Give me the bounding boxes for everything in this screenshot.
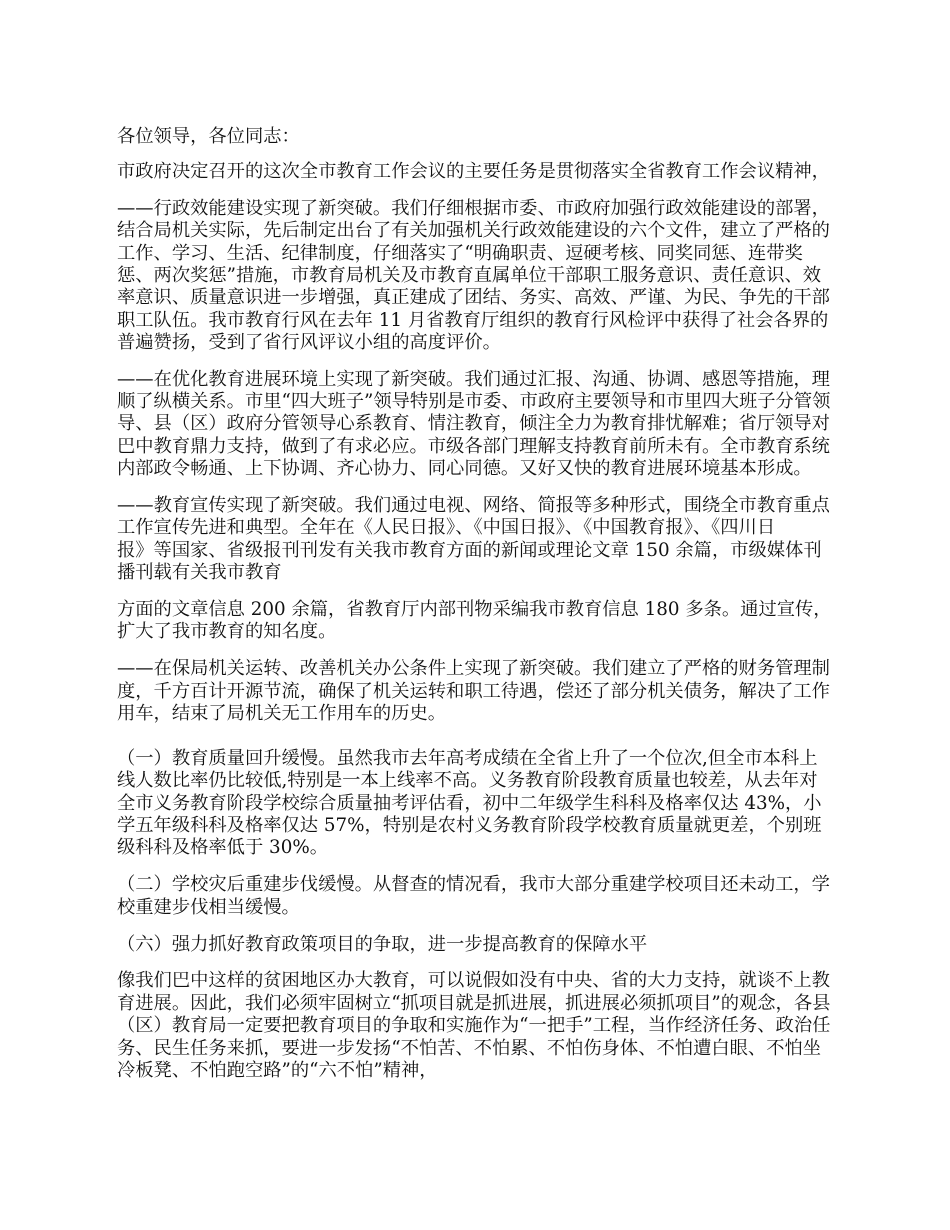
paragraph-line: 方面的文章信息 200 余篇，省教育厅内部刊物采编我市教育信息 180 多条。通过宣传， <box>117 598 832 620</box>
paragraph-line: 巴中教育鼎力支持，做到了有求必应。市级各部门理解支持教育前所未有。全市教育系统 <box>117 435 830 457</box>
publicity-continuation-paragraph <box>117 599 835 644</box>
paragraph-line: 全市义务教育阶段学校综合质量抽考评估看，初中二年级学生科科及格率仅达 43%，小 <box>117 792 822 814</box>
paragraph-line: 级科科及格率低于 30%。 <box>117 837 328 859</box>
paragraph-line: ——在保局机关运转、改善机关办公条件上实现了新突破。我们建立了严格的财务管理制 <box>117 658 830 680</box>
paragraph-line: 务、民生任务来抓，要进一步发扬“不怕苦、不怕累、不怕伤身体、不怕遭白眼、不怕坐 <box>117 1037 822 1059</box>
paragraph-line: 校重建步伐相当缓慢。 <box>117 896 300 918</box>
paragraph-line: （二）学校灾后重建步伐缓慢。从督查的情况看，我市大部分重建学校项目还未动工，学 <box>117 874 830 896</box>
paragraph-line: 冷板凳、不怕跑空路”的“六不怕”精神， <box>117 1059 438 1081</box>
paragraph-line: 播刊载有关我市教育 <box>117 562 282 584</box>
paragraph-line: 职工队伍。我市教育行风在去年 11 月省教育厅组织的教育行风检评中获得了社会各界的 <box>117 309 829 331</box>
paragraph-line: 工作、学习、生活、纪律制度，仔细落实了“明确职责、逗硬考核、同奖同惩、连带奖 <box>117 242 803 264</box>
policy-projects-paragraph <box>117 970 835 1082</box>
salutation <box>117 126 835 148</box>
paragraph-line: 用车，结束了局机关无工作用车的历史。 <box>117 702 447 724</box>
paragraph-line: （六）强力抓好教育政策项目的争取，进一步提高教育的保障水平 <box>117 933 648 955</box>
paragraph-line: 内部政令畅通、上下协调、齐心协力、同心同德。又好又快的教育进展环境基本形成。 <box>117 458 812 480</box>
section-heading-policy-projects <box>117 934 835 956</box>
paragraph-line: 报》等国家、省级报刊刊发有关我市教育方面的新闻或理论文章 150 余篇，市级媒体刊 <box>117 539 822 561</box>
paragraph-line: 普遍赞扬，受到了省行风评议小组的高度评价。 <box>117 331 501 353</box>
paragraph-line: 工作宣传先进和典型。全年在《人民日报》、《中国日报》、《中国教育报》、《四川日 <box>117 517 776 539</box>
paragraph-line: ——在优化教育进展环境上实现了新突破。我们通过汇报、沟通、协调、感恩等措施，理 <box>117 368 830 390</box>
paragraph-line: （区）教育局一定要把教育项目的争取和实施作为“一把手”工程，当作经济任务、政治任 <box>117 1015 831 1037</box>
paragraph-line: 导、县（区）政府分管领导心系教育、情注教育，倾注全力为教育排忧解难；省厅领导对 <box>117 413 830 435</box>
meeting-purpose-paragraph <box>117 161 835 183</box>
paragraph-line: 度，千方百计开源节流，确保了机关运转和职工待遇，偿还了部分机关债务，解决了工作 <box>117 680 830 702</box>
paragraph-line: 顺了纵横关系。市里“四大班子”领导特别是市委、市政府主要领导和市里四大班子分管领 <box>117 391 831 413</box>
paragraph-line: ——教育宣传实现了新突破。我们通过电视、网络、简报等多种形式，围绕全市教育重点 <box>117 495 830 517</box>
paragraph-line: 学五年级科科及格率仅达 57%，特别是农村义务教育阶段学校教育质量就更差，个别班 <box>117 815 822 837</box>
problem-school-reconstruction-paragraph <box>117 874 835 919</box>
paragraph-line: 惩、两次奖惩”措施，市教育局机关及市教育直属单位干部职工服务意识、责任意识、效 <box>117 264 822 286</box>
problem-education-quality-paragraph <box>117 748 835 860</box>
achievement-office-conditions-paragraph <box>117 658 835 725</box>
paragraph-line: ——行政效能建设实现了新突破。我们仔细根据市委、市政府加强行政效能建设的部署， <box>117 197 830 219</box>
paragraph-line: 市政府决定召开的这次全市教育工作会议的主要任务是贯彻落实全省教育工作会议精神， <box>117 160 830 182</box>
paragraph-line: 育进展。因此，我们必须牢固树立“抓项目就是抓进展，抓进展必须抓项目”的观念，各县 <box>117 992 831 1014</box>
paragraph-line: 率意识、质量意识进一步增强，真正建成了团结、务实、高效、严谨、为民、争先的干部 <box>117 287 830 309</box>
achievement-publicity-paragraph <box>117 495 835 584</box>
paragraph-line: （一）教育质量回升缓慢。虽然我市去年高考成绩在全省上升了一个位次,但全市本科上 <box>117 748 818 770</box>
paragraph-line: 各位领导，各位同志： <box>117 126 300 147</box>
paragraph-line: 像我们巴中这样的贫困地区办大教育，可以说假如没有中央、省的大力支持，就谈不上教 <box>117 970 830 992</box>
achievement-environment-paragraph <box>117 369 835 481</box>
paragraph-line: 线人数比率仍比较低,特别是一本上线率不高。义务教育阶段教育质量也较差，从去年对 <box>117 770 818 792</box>
document-page <box>117 126 835 1097</box>
achievement-admin-efficiency-paragraph <box>117 198 835 354</box>
paragraph-line: 扩大了我市教育的知名度。 <box>117 621 337 643</box>
paragraph-line: 结合局机关实际，先后制定出台了有关加强机关行政效能建设的六个文件，建立了严格的 <box>117 220 830 242</box>
